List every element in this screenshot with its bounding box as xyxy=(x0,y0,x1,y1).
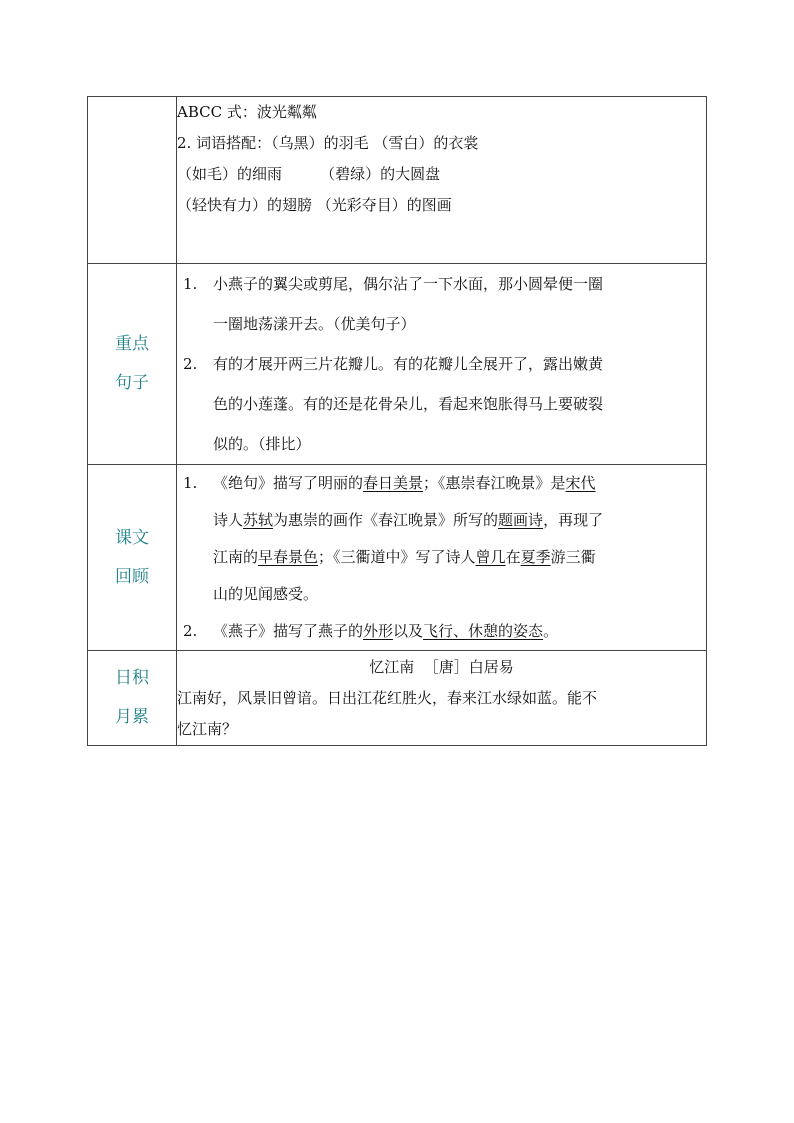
review-item-1: 1. 《绝句》描写了明丽的春日美景；《惠崇春江晚景》是宋代 诗人苏轼为惠崇的画作《春江晚景》所写的题画诗，再现了 江南的早春景色；《三衢道中》写了诗人曾几在夏季游三衢 山的见闻感受。 xyxy=(177,465,706,613)
row-label-daily-accumulation xyxy=(88,651,177,746)
row-label-empty xyxy=(88,97,177,264)
item-number: 2. xyxy=(183,355,198,373)
poem-content xyxy=(177,651,707,746)
vocab-line-4: （轻快有力）的翅膀 （光彩夺目）的图画 xyxy=(177,196,452,214)
row-label-key-sentences xyxy=(88,264,177,465)
row-vocabulary xyxy=(88,97,707,264)
row-label-text-review xyxy=(88,465,177,651)
item-number: 1. xyxy=(183,474,198,492)
label-daily-1: 日积 xyxy=(115,668,149,688)
poem-line-1: 江南好，风景旧曾谙。日出江花红胜火，春来江水绿如蓝。能不 xyxy=(177,689,598,707)
review-item-2: 2. 《燕子》描写了燕子的外形以及飞行、休憩的姿态。 xyxy=(177,613,706,650)
sentence-item-2: 2. 有的才展开两三片花瓣儿。有的花瓣儿全展开了，露出嫩黄 色的小莲蓬。有的还是花骨朵儿，看起来饱胀得马上要破裂 似的。（排比） xyxy=(177,344,706,464)
vocab-line-3: （如毛）的细雨 （碧绿）的大圆盘 xyxy=(177,165,441,183)
text-review-content xyxy=(177,465,707,651)
poem-title: 忆江南 ［唐］白居易 xyxy=(369,658,514,676)
label-key-sentences-2: 句子 xyxy=(115,373,149,393)
label-key-sentences-1: 重点 xyxy=(115,334,149,354)
label-daily-2: 月累 xyxy=(115,707,149,727)
label-text-review-2: 回顾 xyxy=(115,566,149,587)
key-sentences-content xyxy=(177,264,707,465)
vocabulary-content xyxy=(177,97,707,264)
poem-line-2: 忆江南？ xyxy=(177,720,238,738)
row-key-sentences xyxy=(88,264,707,465)
item-number: 2. xyxy=(183,622,198,640)
vocab-line-2: 2. 词语搭配：（乌黑）的羽毛 （雪白）的衣裳 xyxy=(177,134,479,152)
review-table xyxy=(87,96,707,746)
row-daily-accumulation xyxy=(88,651,707,746)
vocab-line-1: ABCC 式：波光粼粼 xyxy=(177,103,317,121)
item-number: 1. xyxy=(183,275,198,293)
row-text-review xyxy=(88,465,707,651)
sentence-item-1: 1. 小燕子的翼尖或剪尾，偶尔沾了一下水面，那小圆晕便一圈 一圈地荡漾开去。（优美句子） xyxy=(177,264,706,344)
label-text-review-1: 课文 xyxy=(115,527,149,548)
